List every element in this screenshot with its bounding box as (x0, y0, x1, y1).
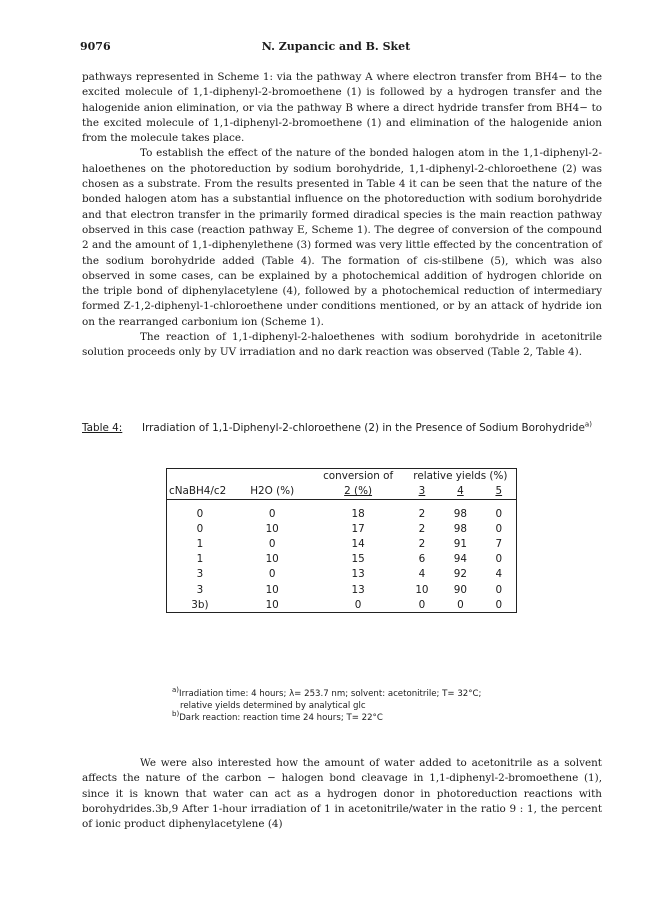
header-yields-top: relative yields (%) (413, 470, 508, 482)
table-row (167, 567, 517, 582)
table-row (167, 552, 517, 567)
paragraph-1: pathways represented in Scheme 1: via the pathway A where electron transfer from BH4− to the excited molecule of 1,1-diphenyl-2-bromoethene (1) is followed by a hydrogen transfer and the halogenide anion elimination, or via the pathway B where a direct hydride transfer from BH4− to the excited molecule of 1,1-diphenyl-2-bromoethene (1) and elimination of the halogenide anion from the molecule takes place. (82, 71, 602, 145)
running-head-authors: N. Zupancic and B. Sket (261, 40, 411, 53)
table-row (167, 597, 517, 613)
table-cell: 98 (453, 507, 467, 520)
table-cell: 10 (265, 598, 279, 611)
table-cell: 13 (351, 568, 365, 581)
data-table (166, 468, 517, 613)
table-cell: 0 (268, 507, 276, 520)
table-cell: 6 (418, 553, 426, 566)
table-cell: 0 (495, 522, 503, 535)
table-cell: 0 (495, 583, 503, 596)
table-row (167, 536, 517, 551)
table-cell: 10 (265, 553, 279, 566)
header-ratio: cNaBH4/c2 (167, 483, 233, 500)
body-section-bottom (82, 756, 602, 832)
table-cell: 0 (196, 507, 204, 520)
table-cell: 94 (453, 553, 467, 566)
table-cell: 92 (453, 568, 467, 581)
table-cell: 1 (196, 537, 204, 550)
table-cell: 0 (196, 522, 204, 535)
table-cell: 90 (453, 583, 467, 596)
table-cell: 10 (265, 583, 279, 596)
table-cell: 3 (196, 568, 204, 581)
paragraph-4: We were also interested how the amount of water added to acetonitrile as a solvent affects the nature of the carbon − halogen bond cleavage in 1,1-diphenyl-2-bromoethene (1), since it is known that water can act as a hydrogen donor in photoreduction reactions with borohydrides.3b,9 After 1-hour irradiation of 1 in acetonitrile/water in the ratio 9 : 1, the percent of ionic product diphenylacetylene (4) (82, 757, 602, 831)
table-cell: 0 (268, 537, 276, 550)
footnote-b: $^{b)}$Dark reaction: reaction time 24 hours; T= 22°C (172, 710, 383, 723)
table-cell: 3b) (191, 598, 209, 611)
table-cell: 14 (351, 537, 365, 550)
paragraph-3: The reaction of 1,1-diphenyl-2-haloethenes with sodium borohydride in acetonitrile solution proceeds only by UV irradiation and no dark reaction was observed (Table 2, Table 4). (82, 331, 602, 359)
table-caption-text: Irradiation of 1,1-Diphenyl-2-chloroethene (2) in the Presence of Sodium Borohydride$^{a)}$ (142, 420, 592, 434)
table-cell: 0 (495, 507, 503, 520)
table-cell: 3 (196, 583, 204, 596)
table-cell: 0 (268, 568, 276, 581)
paragraph-2: To establish the effect of the nature of the bonded halogen atom in the 1,1-diphenyl-2-haloethenes on the photoreduction by sodium borohydride, 1,1-diphenyl-2-chloroethene (2) was chosen as a substrate. From the results presented in Table 4 it can be seen that the nature of the bonded halogen atom has a substantial influence on the photoreduction with sodium borohydride and that electron transfer in the primarily formed diradical species is the main reaction pathway observed in this case (reaction pathway E, Scheme 1). The degree of conversion of the compound 2 and the amount of 1,1-diphenylethene (3) formed was very little effected by the concentration of the sodium borohydride added (Table 4). The formation of cis-stilbene (5), which was also observed in some cases, can be explained by a photochemical addition of hydrogen chloride on the triple bond of diphenylacetylene (4), followed by a photochemical reduction of intermediary formed Z-1,2-diphenyl-1-chloroethene under conditions mentioned, or by an attack of hydride ion on the rearranged carbonium ion (Scheme 1). (82, 147, 602, 328)
table-cell: 4 (495, 568, 503, 581)
header-yield-4: 4 (439, 483, 481, 500)
table-cell: 0 (495, 553, 503, 566)
table-cell: 17 (351, 522, 365, 535)
table-header-row-1 (167, 469, 517, 484)
table-cell: 10 (415, 583, 429, 596)
table-row (167, 582, 517, 597)
footnote-a-continued: relative yields determined by analytical glc (180, 701, 366, 711)
table-cell: 0 (457, 598, 464, 611)
table-row (167, 506, 517, 521)
table-cell: 1 (196, 553, 204, 566)
table-cell: 13 (351, 583, 365, 596)
table-cell: 2 (418, 537, 426, 550)
table-cell: 91 (453, 537, 467, 550)
body-section-top (82, 70, 602, 361)
footnote-a: $^{a)}$Irradiation time: 4 hours; λ= 253.7 nm; solvent: acetonitrile; T= 32°C; (172, 686, 482, 699)
table-cell: 0 (354, 598, 362, 611)
table-cell: 98 (453, 522, 467, 535)
table-cell: 0 (418, 598, 426, 611)
table-header-row-2 (167, 483, 517, 500)
table-label: Table 4: (82, 422, 123, 434)
table-cell: 2 (418, 507, 426, 520)
header-conversion-top: conversion of (323, 470, 394, 482)
table-cell: 2 (418, 522, 426, 535)
header-yield-3: 3 (405, 483, 440, 500)
table-cell: 0 (495, 598, 503, 611)
table-cell: 15 (351, 553, 365, 566)
table-cell: 18 (351, 507, 365, 520)
header-water: H2O (%) (233, 483, 312, 500)
page-number: 9076 (80, 40, 111, 53)
header-conversion-bottom: 2 (%) (312, 483, 405, 500)
table-cell: 7 (495, 537, 503, 550)
table-cell: 4 (418, 568, 426, 581)
table-row (167, 521, 517, 536)
header-yield-5: 5 (482, 483, 517, 500)
table-footnotes (172, 688, 612, 724)
table-cell: 10 (265, 522, 279, 535)
